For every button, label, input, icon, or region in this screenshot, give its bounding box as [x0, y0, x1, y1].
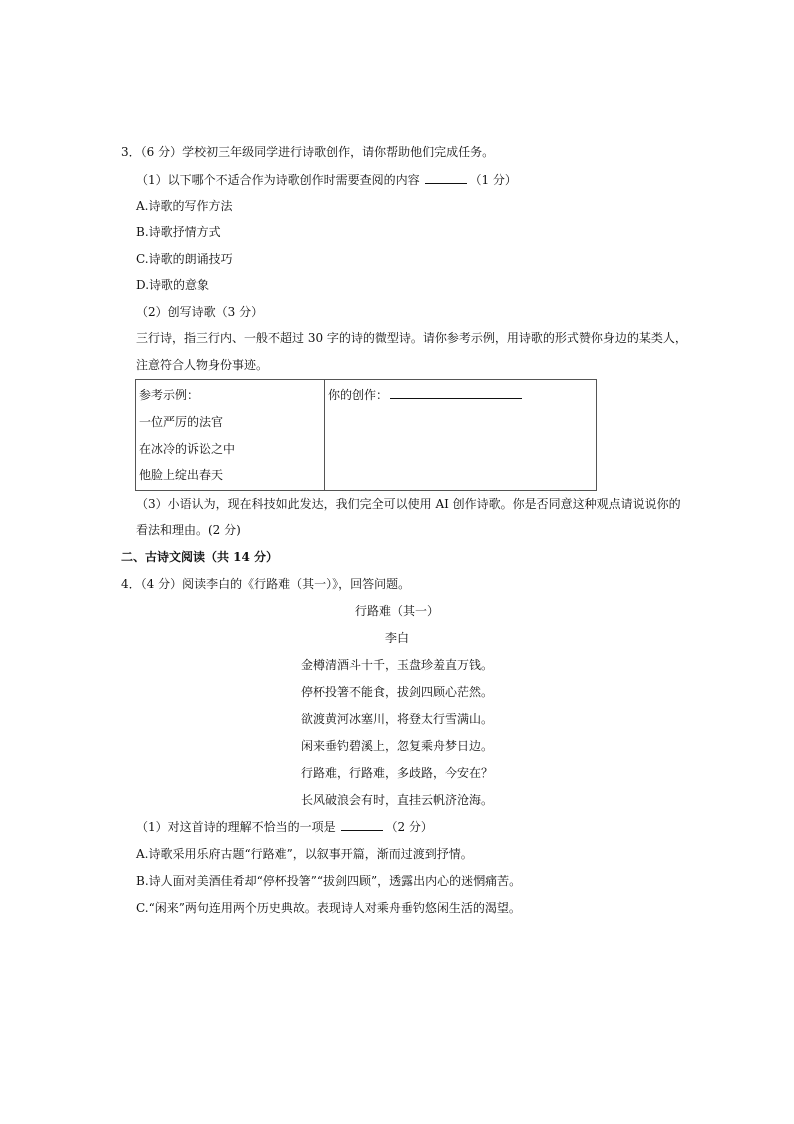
option-c: C.诗歌的朗诵技巧	[136, 252, 233, 266]
question-3-1-prompt-text: （1）以下哪个不适合作为诗歌创作时需要查阅的内容	[136, 173, 420, 187]
creation-cell[interactable]	[325, 380, 597, 491]
option-c: C.“闲来”两句连用两个历史典故。表现诗人对乘舟垂钓悠闲生活的渴望。	[136, 901, 521, 915]
option-d: D.诗歌的意象	[136, 278, 210, 292]
question-4-1-prompt	[136, 819, 433, 835]
poem-line: 金樽清酒斗十千，玉盘珍羞直万钱。	[300, 658, 493, 672]
answer-blank[interactable]	[425, 172, 467, 184]
question-3-2-description: 三行诗，指三行内、一般不超过 30 字的诗的微型诗。请你参考示例，用诗歌的形式赞你身边的某类人，	[136, 331, 687, 345]
creation-blank[interactable]	[390, 387, 522, 399]
question-3-3-prompt: （3）小语认为，现在科技如此发达，我们完全可以使用 AI 创作诗歌。你是否同意这种观点请说说你的	[136, 497, 681, 511]
question-3-3-prompt-cont: 看法和理由。(2 分)	[136, 523, 241, 537]
question-3-2-heading: （2）创写诗歌（3 分）	[136, 305, 264, 319]
creation-field[interactable]	[328, 387, 522, 403]
question-4-1-score: （2 分）	[385, 820, 433, 834]
option-a: A.诗歌的写作方法	[136, 199, 233, 213]
example-heading: 参考示例：	[139, 388, 200, 402]
question-4-stem: 4．（4 分）阅读李白的《行路难（其一）》，回答问题。	[121, 577, 411, 591]
example-line: 他脸上绽出春天	[139, 468, 224, 482]
section-title: 二、古诗文阅读（共 14 分）	[121, 550, 279, 564]
creation-label: 你的创作：	[328, 388, 389, 402]
example-line: 一位严厉的法官	[139, 415, 224, 429]
poem-line: 停杯投箸不能食，拔剑四顾心茫然。	[300, 685, 493, 699]
question-3-stem: 3．（6 分）学校初三年级同学进行诗歌创作，请你帮助他们完成任务。	[121, 145, 495, 159]
question-4-1-prompt-text: （1）对这首诗的理解不恰当的一项是	[136, 820, 336, 834]
poem-title: 行路难（其一）	[354, 604, 439, 618]
example-line: 在冰冷的诉讼之中	[139, 442, 236, 456]
poem-line: 长风破浪会有时，直挂云帆济沧海。	[300, 793, 493, 807]
option-b: B.诗人面对美酒佳肴却“停杯投箸”“拔剑四顾”，透露出内心的迷惘痛苦。	[136, 874, 522, 888]
poem-line: 闲来垂钓碧溪上，忽复乘舟梦日边。	[300, 739, 493, 753]
option-b: B.诗歌抒情方式	[136, 225, 221, 239]
poem-example-table	[135, 379, 597, 491]
question-3-1-score: （1 分）	[469, 173, 517, 187]
option-a: A.诗歌采用乐府古题“行路难”，以叙事开篇，渐而过渡到抒情。	[136, 847, 473, 861]
answer-blank[interactable]	[341, 819, 383, 831]
question-3-2-description-cont: 注意符合人物身份事迹。	[136, 358, 269, 372]
example-cell	[136, 380, 325, 491]
poem-author: 李白	[384, 631, 409, 645]
question-3-1-prompt	[136, 172, 517, 188]
poem-line: 行路难，行路难，多歧路，今安在？	[300, 766, 493, 780]
poem-line: 欲渡黄河冰塞川，将登太行雪满山。	[300, 712, 493, 726]
